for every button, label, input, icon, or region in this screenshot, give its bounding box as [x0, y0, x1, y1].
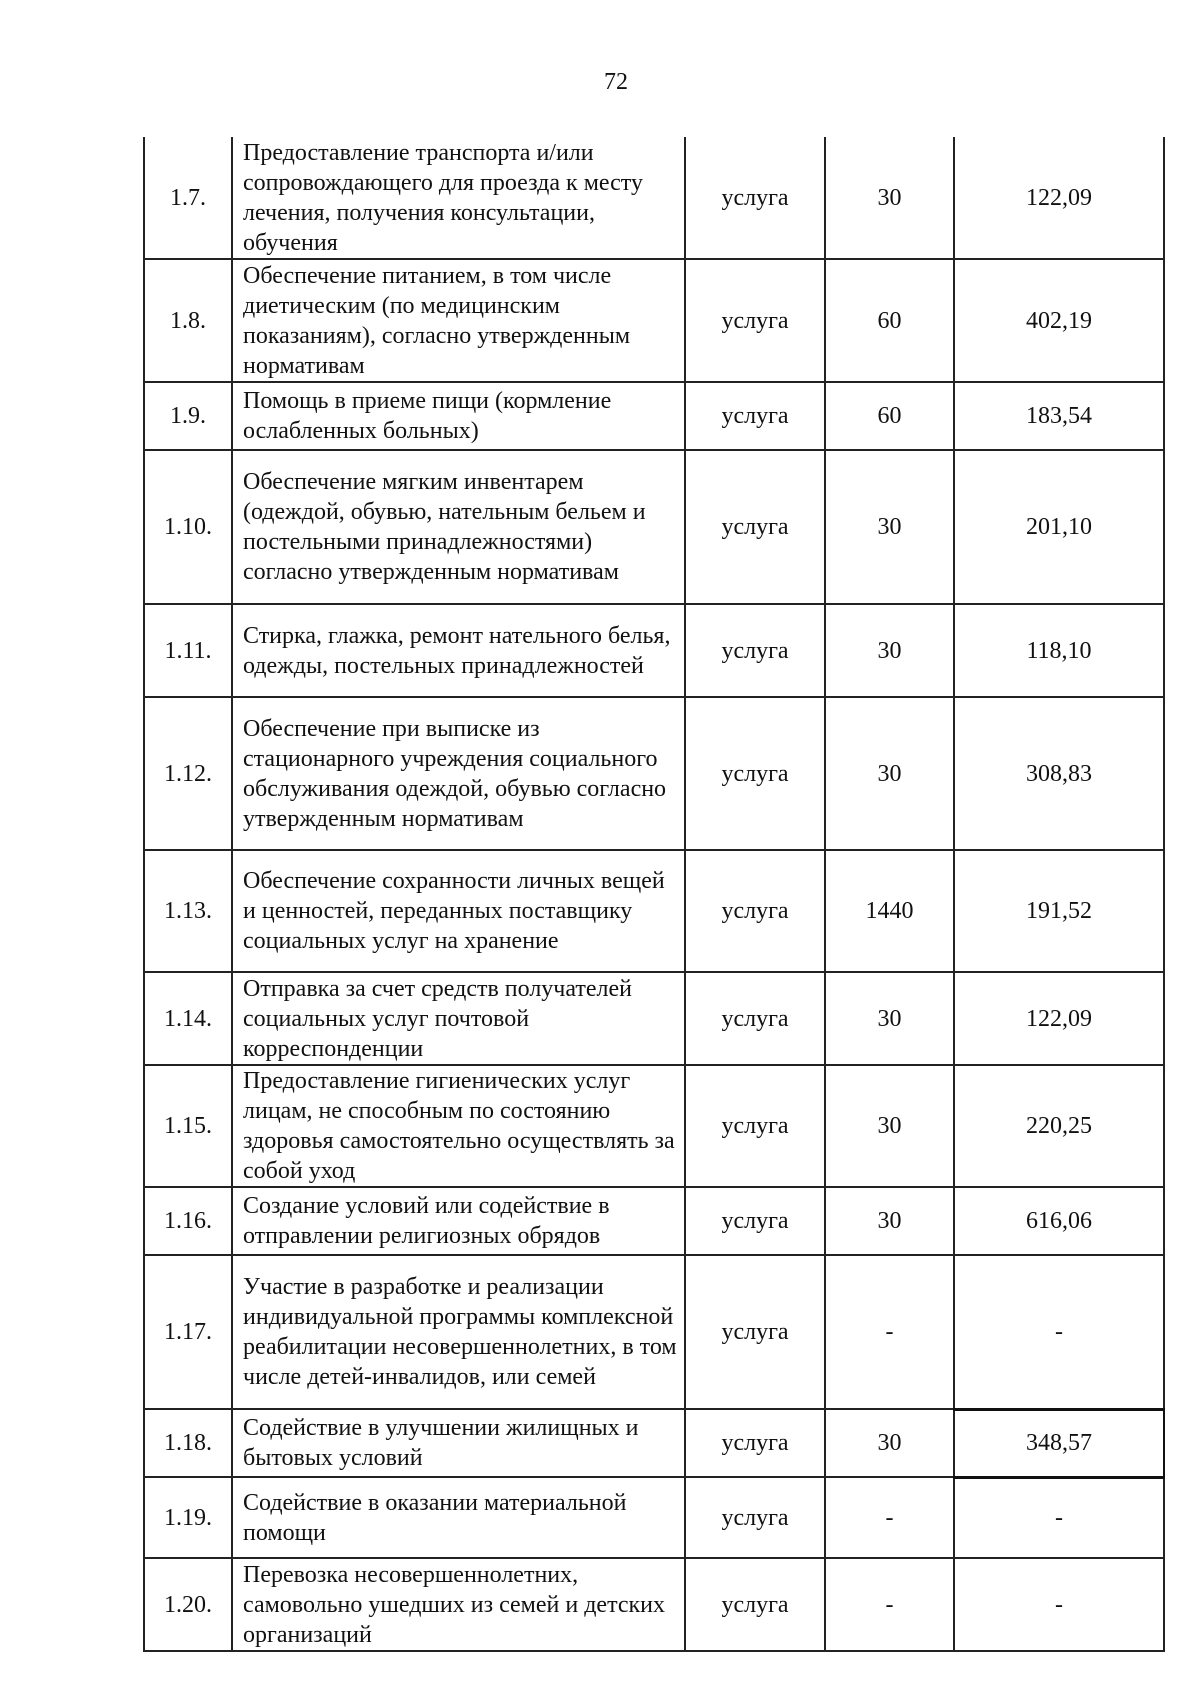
- quantity-cell: -: [825, 1477, 954, 1558]
- unit-cell: услуга: [685, 1187, 825, 1255]
- price-cell: 201,10: [954, 450, 1164, 604]
- unit-cell: услуга: [685, 382, 825, 450]
- quantity-cell: 30: [825, 972, 954, 1065]
- quantity-cell: 30: [825, 1187, 954, 1255]
- service-name: Предоставление транспорта и/или сопровождающего для проезда к месту лечения, получения консультации, обучения: [232, 137, 685, 259]
- price-cell: 118,10: [954, 604, 1164, 697]
- service-name: Перевозка несовершеннолетних, самовольно ушедших из семей и детских организаций: [232, 1558, 685, 1651]
- unit-cell: услуга: [685, 972, 825, 1065]
- row-number: 1.10.: [144, 450, 232, 604]
- quantity-cell: 30: [825, 697, 954, 850]
- unit-cell: услуга: [685, 450, 825, 604]
- quantity-cell: 30: [825, 604, 954, 697]
- price-cell: 122,09: [954, 137, 1164, 259]
- unit-cell: услуга: [685, 1065, 825, 1187]
- row-number: 1.18.: [144, 1409, 232, 1477]
- table-row: [144, 450, 1164, 604]
- quantity-cell: 30: [825, 1065, 954, 1187]
- table-row: [144, 697, 1164, 850]
- quantity-cell: -: [825, 1255, 954, 1409]
- price-cell: 616,06: [954, 1187, 1164, 1255]
- row-number: 1.12.: [144, 697, 232, 850]
- table-row: [144, 259, 1164, 382]
- price-cell: 220,25: [954, 1065, 1164, 1187]
- row-number: 1.14.: [144, 972, 232, 1065]
- row-number: 1.17.: [144, 1255, 232, 1409]
- quantity-cell: 30: [825, 137, 954, 259]
- price-cell: -: [954, 1558, 1164, 1651]
- row-number: 1.19.: [144, 1477, 232, 1558]
- page-number: 72: [604, 69, 628, 95]
- quantity-cell: 1440: [825, 850, 954, 972]
- quantity-cell: -: [825, 1558, 954, 1651]
- unit-cell: услуга: [685, 1409, 825, 1477]
- table-row: [144, 1187, 1164, 1255]
- table-row: [144, 137, 1164, 259]
- service-name: Содействие в улучшении жилищных и бытовых условий: [232, 1409, 685, 1477]
- service-name: Участие в разработке и реализации индивидуальной программы комплексной реабилитации несовершеннолетних, в том числе детей-инвалидов, или семей: [232, 1255, 685, 1409]
- table-row: [144, 1409, 1164, 1477]
- price-cell: 122,09: [954, 972, 1164, 1065]
- unit-cell: услуга: [685, 1558, 825, 1651]
- quantity-cell: 60: [825, 382, 954, 450]
- row-number: 1.9.: [144, 382, 232, 450]
- row-number: 1.15.: [144, 1065, 232, 1187]
- row-number: 1.16.: [144, 1187, 232, 1255]
- service-name: Содействие в оказании материальной помощи: [232, 1477, 685, 1558]
- row-number: 1.20.: [144, 1558, 232, 1651]
- unit-cell: услуга: [685, 850, 825, 972]
- table-row: [144, 1477, 1164, 1558]
- service-name: Предоставление гигиенических услуг лицам, не способным по состоянию здоровья самостоятельно осуществлять за собой уход: [232, 1065, 685, 1187]
- unit-cell: услуга: [685, 1477, 825, 1558]
- row-number: 1.11.: [144, 604, 232, 697]
- table-row: [144, 1255, 1164, 1409]
- row-number: 1.13.: [144, 850, 232, 972]
- unit-cell: услуга: [685, 137, 825, 259]
- table-row: [144, 850, 1164, 972]
- table-row: [144, 1065, 1164, 1187]
- table-row: [144, 604, 1164, 697]
- unit-cell: услуга: [685, 259, 825, 382]
- table-row: [144, 972, 1164, 1065]
- quantity-cell: 30: [825, 1409, 954, 1477]
- service-name: Обеспечение мягким инвентарем (одеждой, обувью, нательным бельем и постельными принадлежностями) согласно утвержденным нормативам: [232, 450, 685, 604]
- table-row: [144, 1558, 1164, 1651]
- price-cell: -: [954, 1255, 1164, 1409]
- services-table: [143, 137, 1165, 1652]
- price-cell: 402,19: [954, 259, 1164, 382]
- service-name: Создание условий или содействие в отправлении религиозных обрядов: [232, 1187, 685, 1255]
- service-name: Обеспечение питанием, в том числе диетическим (по медицинским показаниям), согласно утвержденным нормативам: [232, 259, 685, 382]
- price-cell: -: [954, 1477, 1164, 1558]
- table-row: [144, 382, 1164, 450]
- price-cell: 183,54: [954, 382, 1164, 450]
- service-name: Помощь в приеме пищи (кормление ослабленных больных): [232, 382, 685, 450]
- unit-cell: услуга: [685, 1255, 825, 1409]
- price-cell: 308,83: [954, 697, 1164, 850]
- quantity-cell: 30: [825, 450, 954, 604]
- service-name: Обеспечение при выписке из стационарного учреждения социального обслуживания одеждой, обувью согласно утвержденным нормативам: [232, 697, 685, 850]
- unit-cell: услуга: [685, 604, 825, 697]
- service-name: Стирка, глажка, ремонт нательного белья, одежды, постельных принадлежностей: [232, 604, 685, 697]
- price-cell: 191,52: [954, 850, 1164, 972]
- service-name: Отправка за счет средств получателей социальных услуг почтовой корреспонденции: [232, 972, 685, 1065]
- quantity-cell: 60: [825, 259, 954, 382]
- row-number: 1.7.: [144, 137, 232, 259]
- price-cell: 348,57: [954, 1409, 1164, 1477]
- row-number: 1.8.: [144, 259, 232, 382]
- unit-cell: услуга: [685, 697, 825, 850]
- service-name: Обеспечение сохранности личных вещей и ценностей, переданных поставщику социальных услуг на хранение: [232, 850, 685, 972]
